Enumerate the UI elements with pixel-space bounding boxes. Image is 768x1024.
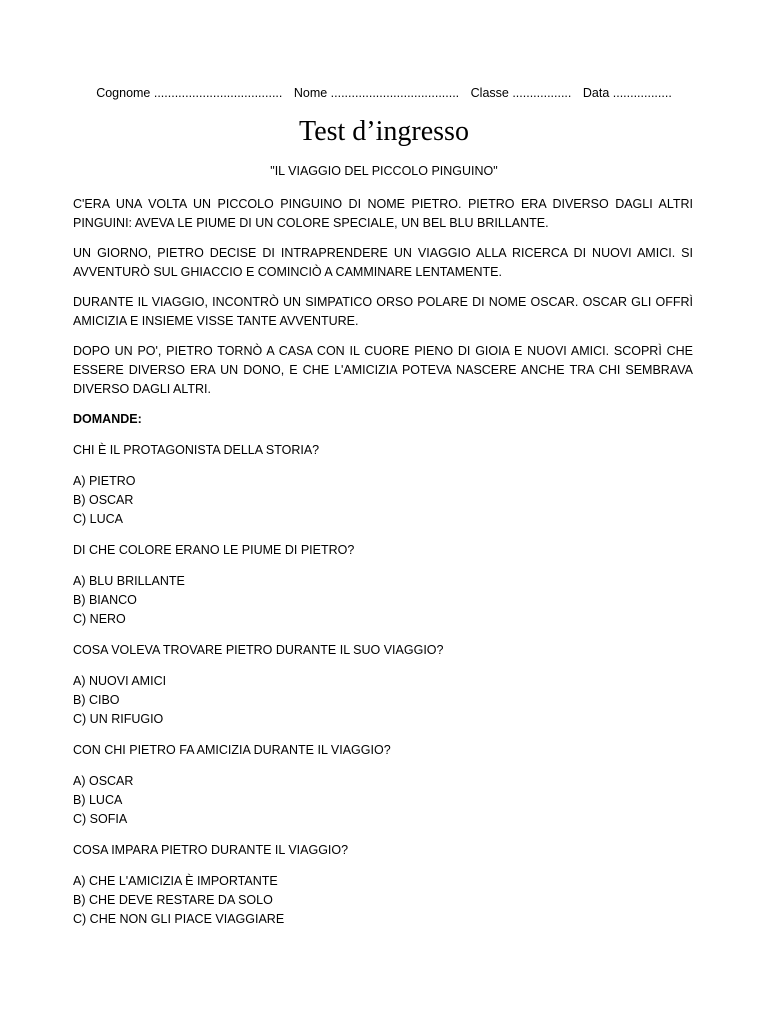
- answer-option: A) NUOVI AMICI: [73, 674, 167, 688]
- answer-option: A) OSCAR: [73, 774, 134, 788]
- answer-options: [73, 572, 693, 629]
- questions-heading: DOMANDE:: [73, 412, 142, 426]
- student-info-header: [0, 86, 768, 100]
- question-block-5: [73, 841, 693, 929]
- document-body: [73, 195, 693, 941]
- answer-option: B) CIBO: [73, 693, 120, 707]
- story-title: "IL VIAGGIO DEL PICCOLO PINGUINO": [270, 164, 498, 178]
- question-text: CON CHI PIETRO FA AMICIZIA DURANTE IL VIAGGIO?: [73, 743, 391, 757]
- classe-field: Classe .................: [470, 86, 572, 100]
- nome-field: Nome .....................................: [293, 86, 460, 100]
- answer-options: [73, 772, 693, 829]
- question-text: DI CHE COLORE ERANO LE PIUME DI PIETRO?: [73, 543, 355, 557]
- answer-option: B) LUCA: [73, 793, 123, 807]
- story-paragraph-3: DURANTE IL VIAGGIO, INCONTRÒ UN SIMPATICO ORSO POLARE DI NOME OSCAR. OSCAR GLI OFFRÌ AMICIZIA E INSIEME VISSE TANTE AVVENTURE.: [73, 295, 693, 328]
- answer-option: A) CHE L'AMICIZIA È IMPORTANTE: [73, 874, 278, 888]
- data-field: Data .................: [582, 86, 672, 100]
- answer-option: A) BLU BRILLANTE: [73, 574, 185, 588]
- question-block-4: [73, 741, 693, 829]
- answer-option: B) BIANCO: [73, 593, 137, 607]
- answer-options: [73, 472, 693, 529]
- story-paragraph-4: DOPO UN PO', PIETRO TORNÒ A CASA CON IL CUORE PIENO DI GIOIA E NUOVI AMICI. SCOPRÌ CHE ESSERE DIVERSO ERA UN DONO, E CHE L'AMICIZIA POTEVA NASCERE ANCHE TRA CHI SEMBRAVA DIVERSO DAGLI ALTRI.: [73, 344, 693, 396]
- answer-option: A) PIETRO: [73, 474, 136, 488]
- question-block-2: [73, 541, 693, 629]
- question-text: COSA IMPARA PIETRO DURANTE IL VIAGGIO?: [73, 843, 349, 857]
- cognome-field: Cognome .....................................: [96, 86, 283, 100]
- answer-options: [73, 872, 693, 929]
- answer-option: C) CHE NON GLI PIACE VIAGGIARE: [73, 912, 285, 926]
- answer-option: C) UN RIFUGIO: [73, 712, 164, 726]
- question-block-1: [73, 441, 693, 529]
- answer-options: [73, 672, 693, 729]
- story-paragraph-1: C'ERA UNA VOLTA UN PICCOLO PINGUINO DI NOME PIETRO. PIETRO ERA DIVERSO DAGLI ALTRI PINGUINI: AVEVA LE PIUME DI UN COLORE SPECIALE, UN BEL BLU BRILLANTE.: [73, 197, 693, 230]
- answer-option: C) SOFIA: [73, 812, 128, 826]
- story-paragraph-2: UN GIORNO, PIETRO DECISE DI INTRAPRENDERE UN VIAGGIO ALLA RICERCA DI NUOVI AMICI. SI AVVENTURÒ SUL GHIACCIO E COMINCIÒ A CAMMINARE LENTAMENTE.: [73, 246, 693, 279]
- answer-option: B) CHE DEVE RESTARE DA SOLO: [73, 893, 273, 907]
- page-title: Test d’ingresso: [299, 116, 469, 147]
- answer-option: C) LUCA: [73, 512, 124, 526]
- answer-option: B) OSCAR: [73, 493, 134, 507]
- question-block-3: [73, 641, 693, 729]
- question-text: COSA VOLEVA TROVARE PIETRO DURANTE IL SUO VIAGGIO?: [73, 643, 444, 657]
- question-text: CHI È IL PROTAGONISTA DELLA STORIA?: [73, 443, 320, 457]
- answer-option: C) NERO: [73, 612, 126, 626]
